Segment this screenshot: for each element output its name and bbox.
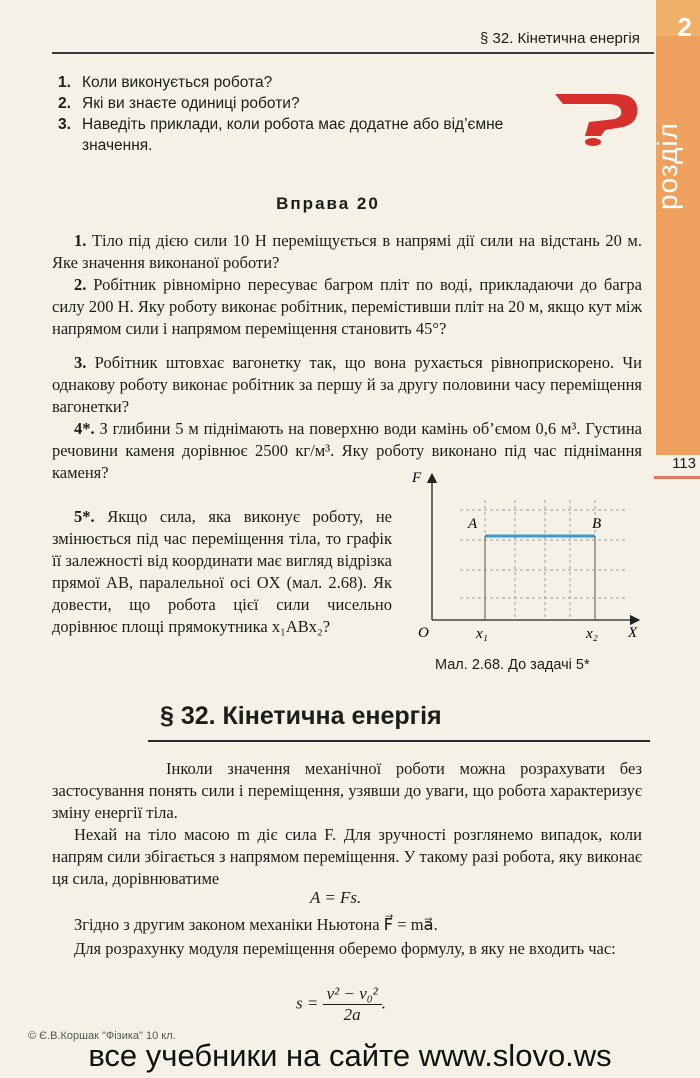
question-text: Коли виконується робота? (82, 74, 273, 91)
question-text: Які ви знаєте одиниці роботи? (82, 95, 300, 112)
question-number: 3. (58, 116, 71, 133)
exercise-text: З глибини 5 м піднімають на поверхню води камінь об’ємом 0,6 м³. Густина речовини каменя дорівнює 2500 кг/м³. Яку роботу виконано під час піднімання каменя? (52, 419, 642, 482)
axis-y-label: F (412, 470, 422, 486)
exercise-item (52, 274, 642, 340)
exercise-number: 5*. (74, 507, 95, 526)
formula-end: . (381, 993, 387, 1013)
axis-x-label: X (628, 625, 638, 641)
formula-denominator: 2a (343, 1005, 361, 1024)
section-title: § 32. Кінетична енергія (160, 702, 442, 730)
section-paragraph: Нехай на тіло масою m діє сила F. Для зручності розглянемо випадок, коли напрям сили збігається з напрямом переміщення. У такому разі робота, яку виконає ця сила, дорівнюватиме (52, 825, 642, 888)
force-coordinate-graph (410, 470, 650, 645)
site-url-banner: все учебники на сайте www.slovo.ws (88, 1038, 612, 1073)
exercise-number: 4*. (74, 419, 95, 438)
section-paragraph: Інколи значення механічної роботи можна розрахувати без застосування понять сили і переміщення, узявши до уваги, що робота характеризує зміну енергії тіла. (52, 759, 642, 822)
origin-label: O (418, 625, 429, 641)
exercise-number: 3. (74, 353, 87, 372)
formula-lhs: s = (296, 993, 319, 1013)
chapter-side-tab (656, 0, 700, 455)
x1-label: x₁ (476, 626, 488, 642)
x2-label: x₂ (586, 626, 598, 642)
figure-caption: Мал. 2.68. До задачі 5* (435, 657, 590, 673)
exercise-item (52, 230, 642, 274)
displacement-formula (296, 984, 386, 1025)
formula-fraction (323, 984, 382, 1025)
exercise-text: Якщо сила, яка виконує роботу, не змінюється під час переміщення тіла, то графік її залежності від координати має вигляд відрізка прямої AB, паралельної осі OX (мал. 2.68). Як довести, що робота цієї сили чисельно дорівнює площі прямокутника x₁ABx₂? (52, 507, 392, 636)
exercise-text: Робітник рівномірно пересуває багром пліт по воді, прикладаючи до багра силу 200 Н. Яку роботу виконає робітник, перемістивши пліт на 20 м, якщо кут між напрямом сили і напрямом переміщення становить 45°? (52, 275, 642, 338)
question-number: 1. (58, 74, 71, 91)
review-questions (58, 72, 578, 156)
section-paragraph: Згідно з другим законом механіки Ньютона F⃗ = ma⃗. (74, 915, 438, 934)
exercise-text: Тіло під дією сили 10 Н переміщується в напрямі дії сили на відстань 20 м. Яке значення виконаної роботи? (52, 231, 642, 272)
page-number: 113 (672, 455, 696, 472)
question-item (58, 72, 578, 93)
exercise-heading: Вправа 20 (276, 194, 380, 213)
running-header: § 32. Кінетична енергія (480, 30, 640, 47)
point-b-label: B (592, 516, 602, 532)
point-a-label: A (468, 516, 478, 532)
question-item (58, 93, 578, 114)
section-rule (148, 740, 650, 742)
question-text: Наведіть приклади, коли робота має додатне або від’ємне значення. (82, 116, 504, 154)
question-mark-icon (545, 86, 645, 146)
section-paragraph: Для розрахунку модуля переміщення оберемо формулу, в яку не входить час: (74, 939, 616, 958)
chapter-number: 2 (677, 12, 692, 42)
exercise-item (52, 352, 642, 418)
exercise-item (52, 506, 392, 638)
copyright-note: © Є.В.Коршак "Фізика" 10 кл. (28, 1030, 176, 1042)
work-formula: A = Fs. (310, 888, 362, 907)
exercise-text: Робітник штовхає вагонетку так, що вона рухається рівноприскорено. Чи однакову роботу виконає робітник за першу й за другу половини часу переміщення вагонетки? (52, 353, 642, 416)
formula-numerator: v² − v₀² (323, 984, 382, 1005)
chapter-word: розділ (652, 122, 684, 210)
page-number-rule (654, 476, 700, 479)
header-rule (52, 52, 654, 54)
question-number: 2. (58, 95, 71, 112)
exercise-number: 1. (74, 231, 87, 250)
exercise-number: 2. (74, 275, 87, 294)
question-item (58, 114, 578, 156)
